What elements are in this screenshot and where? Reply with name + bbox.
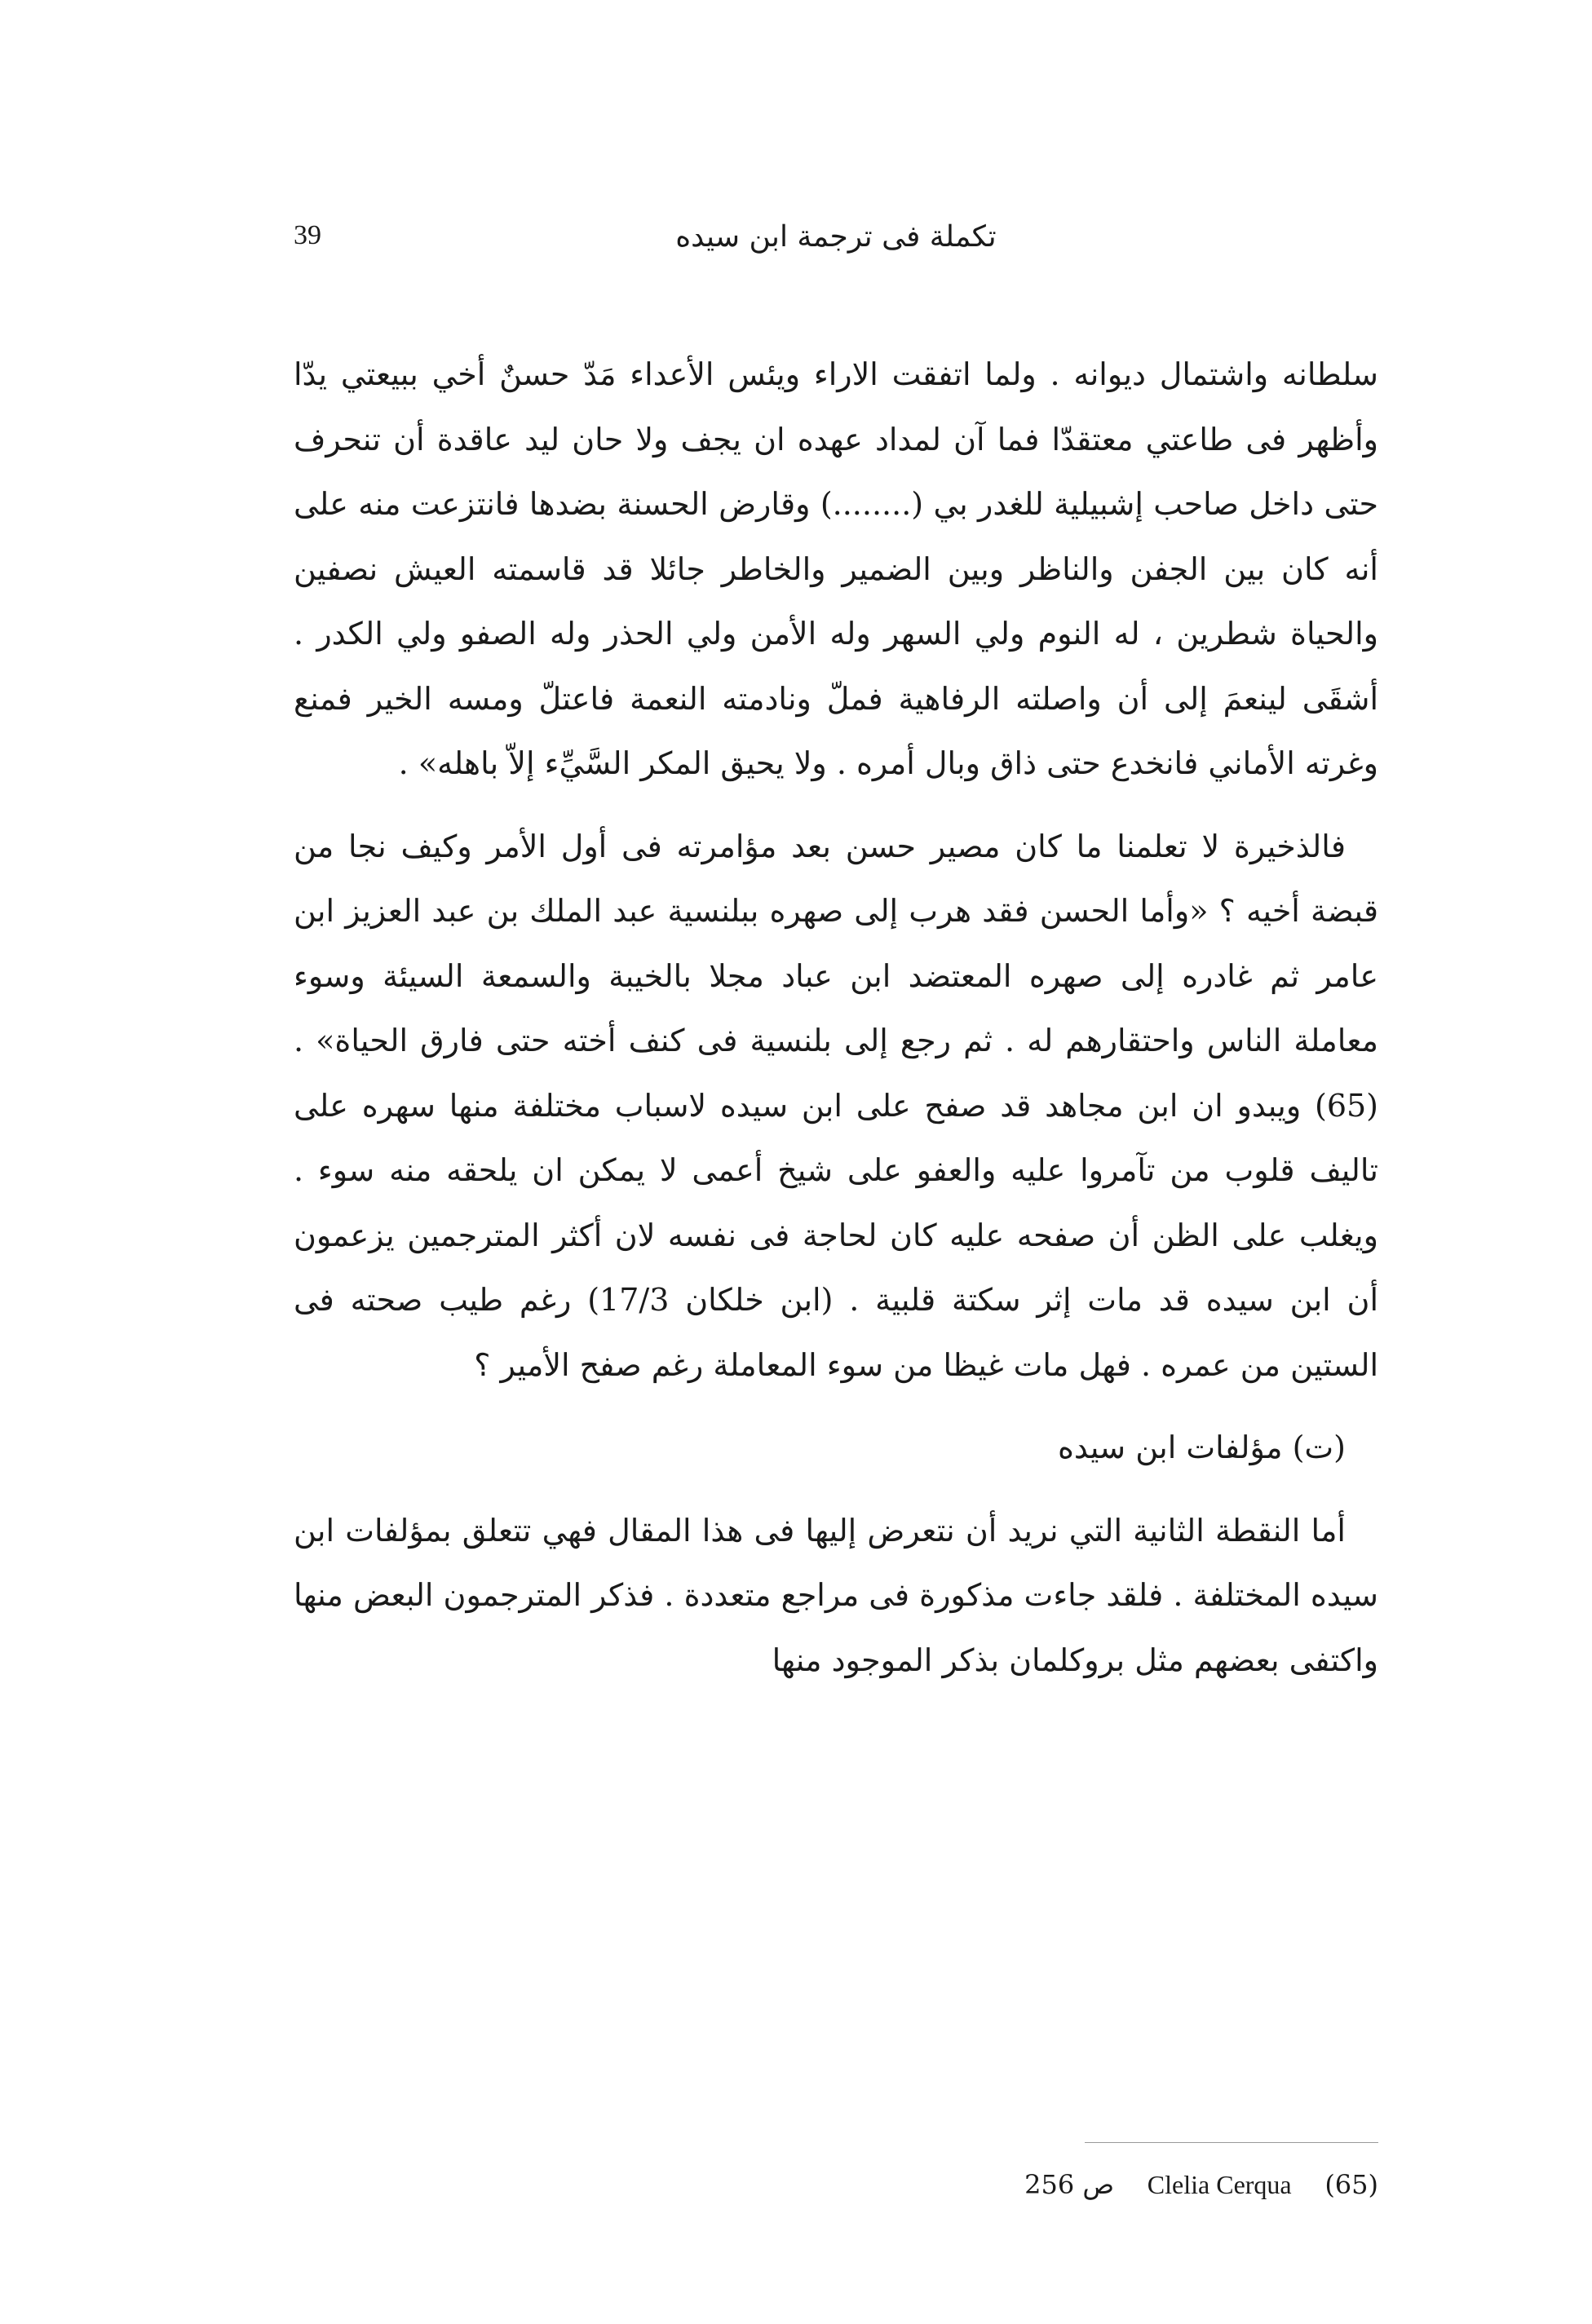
running-title: تكملة فى ترجمة ابن سيده (675, 220, 997, 254)
footnote-author: Clelia Cerqua (1147, 2170, 1292, 2199)
paragraph-3: أما النقطة الثانية التي نريد أن نتعرض إليها فى هذا المقال فهي تتعلق بمؤلفات ابن سيده المختلفة . فلقد جاءت مذكورة فى مراجع متعددة . فذكر المترجمون البعض منها واكتفى بعضهم مثل بروكلمان بذكر الموجود منها (294, 1512, 1378, 1678)
running-header (294, 220, 1378, 269)
footnote-page-ref: ص 256 (1024, 2169, 1115, 2200)
paragraph-gap (294, 797, 1378, 815)
section-heading: (ت) مؤلفات ابن سيده (1057, 1429, 1346, 1465)
footnote-marker: (65) (1324, 2169, 1378, 2200)
body-text (294, 342, 1378, 1693)
paragraph-gap (294, 1398, 1378, 1416)
page-number: 39 (294, 220, 321, 250)
paragraph-gap (294, 1481, 1378, 1499)
footnote (897, 2169, 1378, 2200)
paragraph-1: سلطانه واشتمال ديوانه . ولما اتفقت الاراء ويئس الأعداء مَدّ حسنٌ أخي ببيعتي يدّا وأظهر فى طاعتي معتقدّا فما آن لمداد عهده ان يجف ولا حان ليد عاقدة أن تنحرف حتى داخل صاحب إشبيلية للغدر بي (........) وقارض الحسنة بضدها فانتزعت منه على أنه كان بين الجفن والناظر وبين الضمير والخاطر جائلا قد قاسمته العيش نصفين والحياة شطرين ، له النوم ولي السهر وله الأمن ولي الحذر وله الصفو ولي الكدر . أشقَى لينعمَ إلى أن واصلته الرفاهية فملّ ونادمته النعمة فاعتلّ ومسه الخير فمنع وغرته الأماني فانخدع حتى ذاق وبال أمره . ولا يحيق المكر السَّيِّء إلاّ باهله» . (294, 356, 1378, 781)
footnote-divider (1085, 2142, 1378, 2143)
paragraph-2: فالذخيرة لا تعلمنا ما كان مصير حسن بعد مؤامرته فى أول الأمر وكيف نجا من قبضة أخيه ؟ «وأما الحسن فقد هرب إلى صهره ببلنسية عبد الملك بن عبد العزيز ابن عامر ثم غادره إلى صهره المعتضد ابن عباد مجلا بالخيبة والسمعة السيئة وسوء معاملة الناس واحتقارهم له . ثم رجع إلى بلنسية فى كنف أخته حتى فارق الحياة» . (65) ويبدو ان ابن مجاهد قد صفح على ابن سيده لاسباب مختلفة منها سهره على تاليف قلوب من تآمروا عليه والعفو على شيخ أعمى لا يمكن ان يلحقه منه سوء . ويغلب على الظن أن صفحه عليه كان لحاجة فى نفسه لان أكثر المترجمين يزعمون أن ابن سيده قد مات إثر سكتة قلبية . (ابن خلكان 17/3) رغم طيب صحته فى الستين من عمره . فهل مات غيظا من سوء المعاملة رغم صفح الأمير ؟ (294, 828, 1379, 1383)
